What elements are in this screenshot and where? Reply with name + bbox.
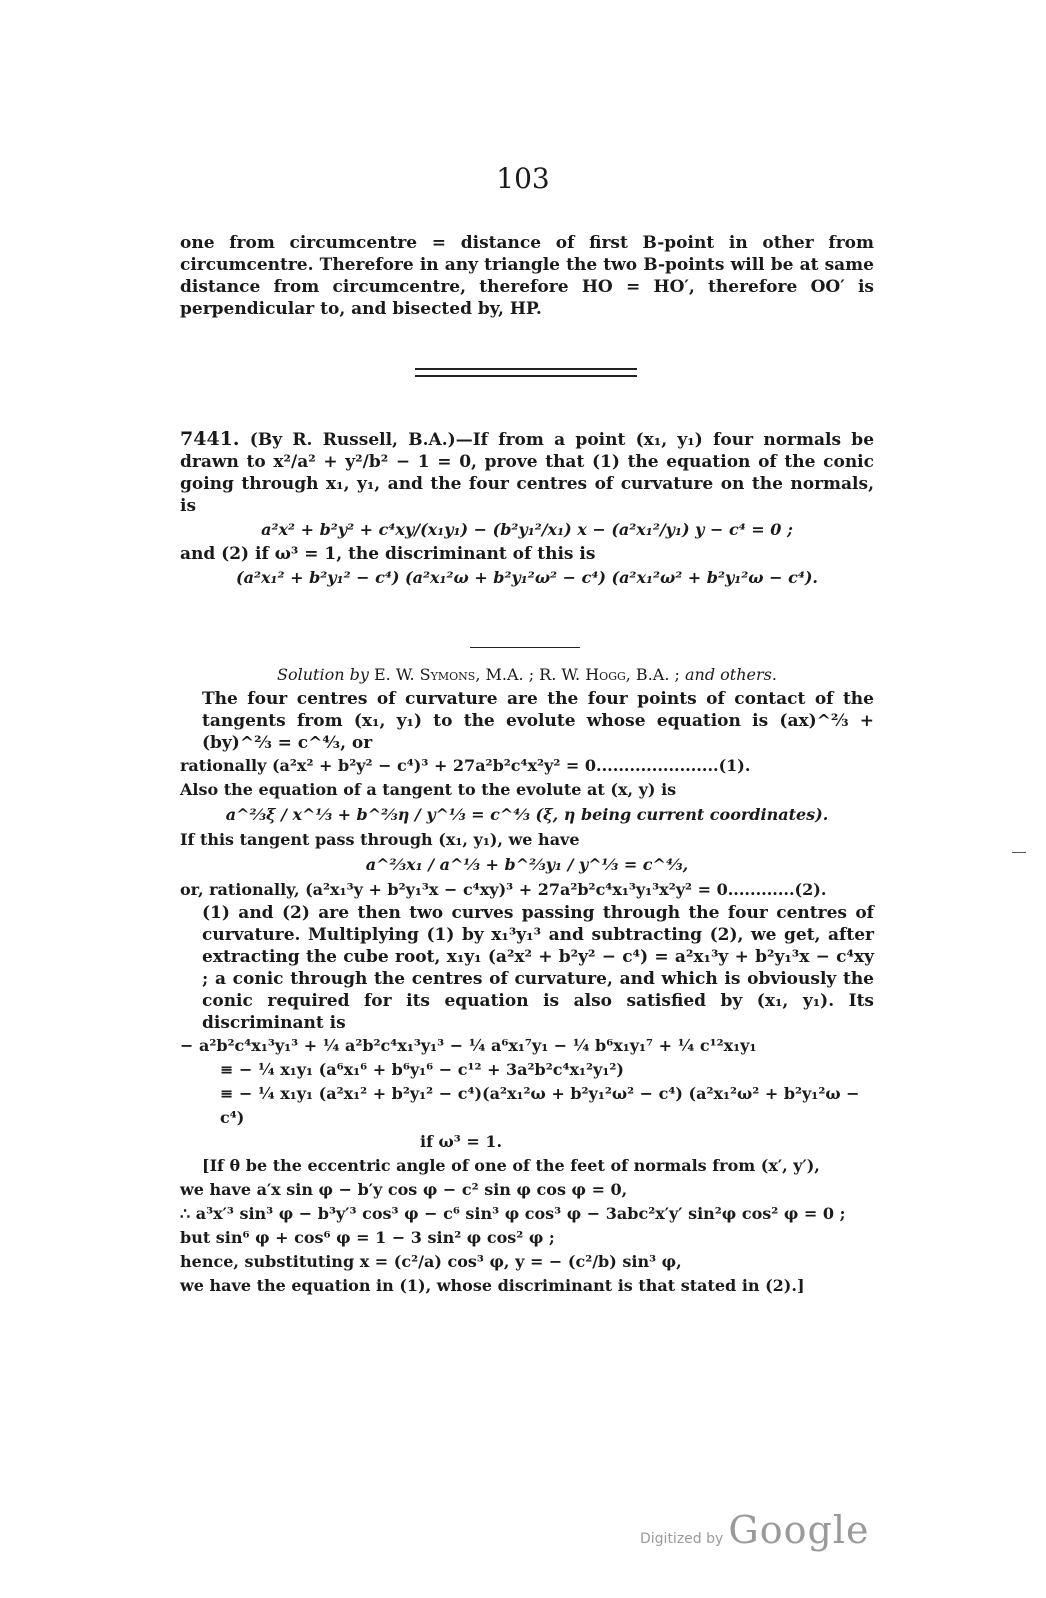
page-number: 103 bbox=[496, 162, 550, 195]
digitized-label: Digitized by bbox=[640, 1531, 724, 1547]
solution-line-6: (1) and (2) are then two curves passing through the four centres of curvature. Multiplying (1) by x₁³y₁³ and subtracting (2), we get, after extracting the cube root, x₁y₁ (a²x² + b²y² − c⁴) = a²x₁³y + b²y₁³x − c⁴xy ; a conic through the centres of curvature, and which is obviously the conic required for its equation is also satisfied by (x₁, y₁). Its discriminant is bbox=[202, 903, 874, 1033]
intro-paragraph: one from circumcentre = distance of first B-point in other from circumcentre. Therefore in any triangle the two B-points will be at same distance from circumcentre, therefore HO = HO′, therefore OO′ is perpendicular to, and bisected by, HP. bbox=[180, 233, 874, 319]
note-line-3: ∴ a³x′³ sin³ φ − b³y′³ cos³ φ − c⁶ sin³ φ cos³ φ − 3abc²x′y′ sin²φ cos² φ = 0 ; bbox=[180, 1204, 846, 1223]
discriminant-line-3: ≡ − ¼ x₁y₁ (a²x₁² + b²y₁² − c⁴)(a²x₁²ω + b²y₁²ω² − c⁴) (a²x₁²ω² + b²y₁²ω − c⁴) bbox=[220, 1084, 860, 1127]
double-rule-divider bbox=[415, 368, 637, 377]
solution-line-4: If this tangent pass through (x₁, y₁), we have bbox=[180, 830, 580, 849]
solution-line-2: rationally (a²x² + b²y² − c⁴)³ + 27a²b²c⁴x²y² = 0......................(1). bbox=[180, 756, 751, 775]
digitized-watermark bbox=[640, 1508, 869, 1552]
equation-conic: a²x² + b²y² + c⁴xy/(x₁y₁) − (b²y₁²/x₁) x − (a²x₁²/y₁) y − c⁴ = 0 ; bbox=[261, 520, 793, 539]
solution-authors: E. W. Symons, M.A. ; R. W. Hogg, B.A. ; bbox=[374, 665, 680, 684]
solution-section bbox=[180, 665, 874, 1298]
solution-line-1: The four centres of curvature are the four points of contact of the tangents from (x₁, y₁) to the evolute whose equation is (ax)^⅔ + (by)^⅔ = c^⁴⁄₃, or bbox=[202, 689, 874, 753]
discriminant-line-2: ≡ − ¼ x₁y₁ (a⁶x₁⁶ + b⁶y₁⁶ − c¹² + 3a²b²c⁴x₁²y₁²) bbox=[220, 1060, 624, 1079]
note-line-2: we have a′x sin φ − b′y cos φ − c² sin φ cos φ = 0, bbox=[180, 1180, 628, 1199]
problem-author: (By R. Russell, B.A.) bbox=[249, 430, 456, 450]
problem-text-1: —If from a point (x₁, y₁) four normals be drawn to x²/a² + y²/b² − 1 = 0, prove that (1) the equation of the conic going through x₁, y₁, and the four centres of curvature on the normals, is bbox=[180, 430, 875, 516]
problem-number: 7441. bbox=[180, 428, 240, 450]
equation-tangent: a^⅔ξ / x^⅓ + b^⅔η / y^⅓ = c^⁴⁄₃ (ξ, η being current coordinates). bbox=[225, 805, 829, 824]
discriminant-line-4: if ω³ = 1. bbox=[420, 1132, 503, 1151]
note-line-5: hence, substituting x = (c²/a) cos³ φ, y = − (c²/b) sin³ φ, bbox=[180, 1252, 682, 1271]
margin-mark bbox=[1012, 852, 1026, 853]
solution-heading-prefix: Solution by bbox=[277, 665, 369, 684]
solution-line-5: or, rationally, (a²x₁³y + b²y₁³x − c⁴xy)³ + 27a²b²c⁴x₁³y₁³x²y² = 0............(2). bbox=[180, 880, 827, 899]
solution-heading bbox=[180, 665, 874, 684]
note-line-1: [If θ be the eccentric angle of one of the feet of normals from (x′, y′), bbox=[202, 1156, 820, 1175]
problem-statement bbox=[180, 428, 874, 517]
solution-heading-suffix: and others. bbox=[685, 665, 777, 684]
problem-7441 bbox=[180, 428, 874, 591]
equation-tangent-point: a^⅔x₁ / a^⅓ + b^⅔y₁ / y^⅓ = c^⁴⁄₃, bbox=[365, 855, 689, 874]
solution-line-3: Also the equation of a tangent to the evolute at (x, y) is bbox=[180, 780, 677, 799]
note-line-6: we have the equation in (1), whose discriminant is that stated in (2).] bbox=[180, 1276, 805, 1295]
problem-text-2: and (2) if ω³ = 1, the discriminant of this is bbox=[180, 544, 596, 564]
equation-discriminant: (a²x₁² + b²y₁² − c⁴) (a²x₁²ω + b²y₁²ω² − c⁴) (a²x₁²ω² + b²y₁²ω − c⁴). bbox=[236, 568, 818, 587]
short-rule-divider bbox=[470, 647, 580, 648]
note-line-4: but sin⁶ φ + cos⁶ φ = 1 − 3 sin² φ cos² φ ; bbox=[180, 1228, 555, 1247]
google-logo: Google bbox=[728, 1508, 870, 1552]
discriminant-line-1: − a²b²c⁴x₁³y₁³ + ¼ a²b²c⁴x₁³y₁³ − ¼ a⁶x₁⁷y₁ − ¼ b⁶x₁y₁⁷ + ¼ c¹²x₁y₁ bbox=[180, 1036, 757, 1055]
